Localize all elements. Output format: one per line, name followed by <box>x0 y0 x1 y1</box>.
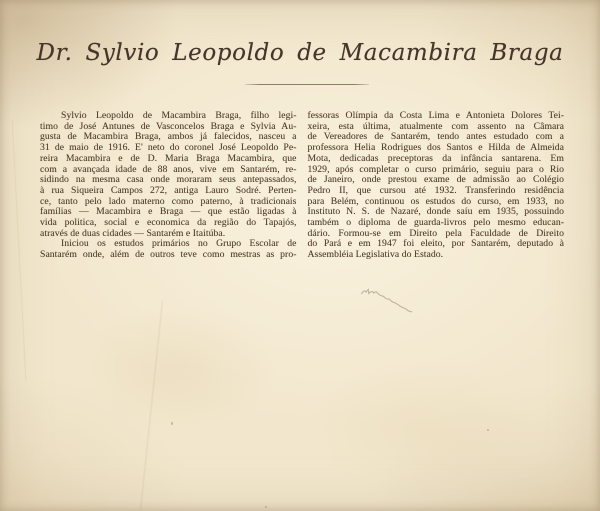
title-underline <box>245 84 369 85</box>
text-line: à rua Siqueira Campos 272, antiga Lauro Sodré. Perten- <box>40 184 297 196</box>
text-line: 31 de maio de 1916. E' neto do coronel José Leopoldo Pe- <box>40 142 297 154</box>
text-line: gusta de Macambira Braga, ambos já falecidos, nasceu a <box>40 131 297 143</box>
text-line: com a avançada idade de 88 anos, vive em Santarém, re- <box>40 163 297 175</box>
text-line: Iniciou os estudos primários no Grupo Escolar de <box>61 238 297 250</box>
paper-speck <box>265 506 267 508</box>
text-line: xeira, esta última, atualmente com assento na Câmara <box>307 120 564 132</box>
text-line: Assembléia Legislativa do Estado. <box>307 249 444 261</box>
text-line: de Janeiro, onde prestou exame de admissão ao Colégio <box>307 174 564 186</box>
text-line: Sylvio Leopoldo de Macambira Braga, filho legi- <box>61 110 297 121</box>
text-line: do Pará e em 1947 foi eleito, por Santarém, deputado à <box>307 238 564 250</box>
text-line: sidindo na mesma casa onde moraram seus antepassados, <box>40 174 297 186</box>
text-line: timo de José Antunes de Vasconcelos Braga e Sylvia Au- <box>40 120 297 132</box>
text-column-right <box>308 111 565 261</box>
text-line: Mota, dedicadas preceptoras da infância santarena. Em <box>307 152 564 164</box>
page-title: Dr. Sylvio Leopoldo de Macambira Braga <box>36 40 564 66</box>
pencil-mark <box>357 284 422 317</box>
text-line: para Belém, continuou os estudos do curso, em 1933, no <box>307 195 564 207</box>
text-line: vida politica, social e economica da região do Tapajós, <box>40 217 297 229</box>
text-line: Pedro II, que cursou até 1932. Transferindo residência <box>307 184 564 196</box>
paper-crease <box>139 300 164 510</box>
paper-speck <box>487 429 489 431</box>
text-line: professora Helia Rodrigues dos Santos e Hilda de Almeida <box>307 142 564 154</box>
text-column-left <box>40 111 297 261</box>
text-line: reira Macambira e de D. Maria Braga Macambira, que <box>40 152 297 164</box>
paper-speck <box>171 422 173 425</box>
text-line: através de duas cidades — Santarém e Itaitúba. <box>40 227 226 239</box>
text-line: 1929, após completar o curso primário, seguiu para o Rio <box>307 163 564 175</box>
text-line: ce, tanto pelo lado materno como paterno, à tradicionais <box>40 195 297 207</box>
text-line: dário. Formou-se em Direito pela Faculdade de Direito <box>307 227 564 239</box>
text-line: fessoras Olímpia da Costa Lima e Antonieta Dolores Tei- <box>307 110 564 121</box>
text-line: também o diploma de guarda-livros pelo mesmo educan- <box>307 217 564 229</box>
text-line: famílias — Macambira e Braga — que estão ligadas à <box>40 206 297 218</box>
text-line: Santarém onde, além de outros teve como mestras as pro- <box>40 249 297 261</box>
article-body <box>40 111 564 261</box>
text-line: Instituto N. S. de Nazaré, donde saíu em 1935, possuindo <box>307 206 564 218</box>
paper-crease <box>11 120 27 380</box>
text-line: de Vereadores de Santarém, tendo antes estudado com a <box>307 131 564 143</box>
